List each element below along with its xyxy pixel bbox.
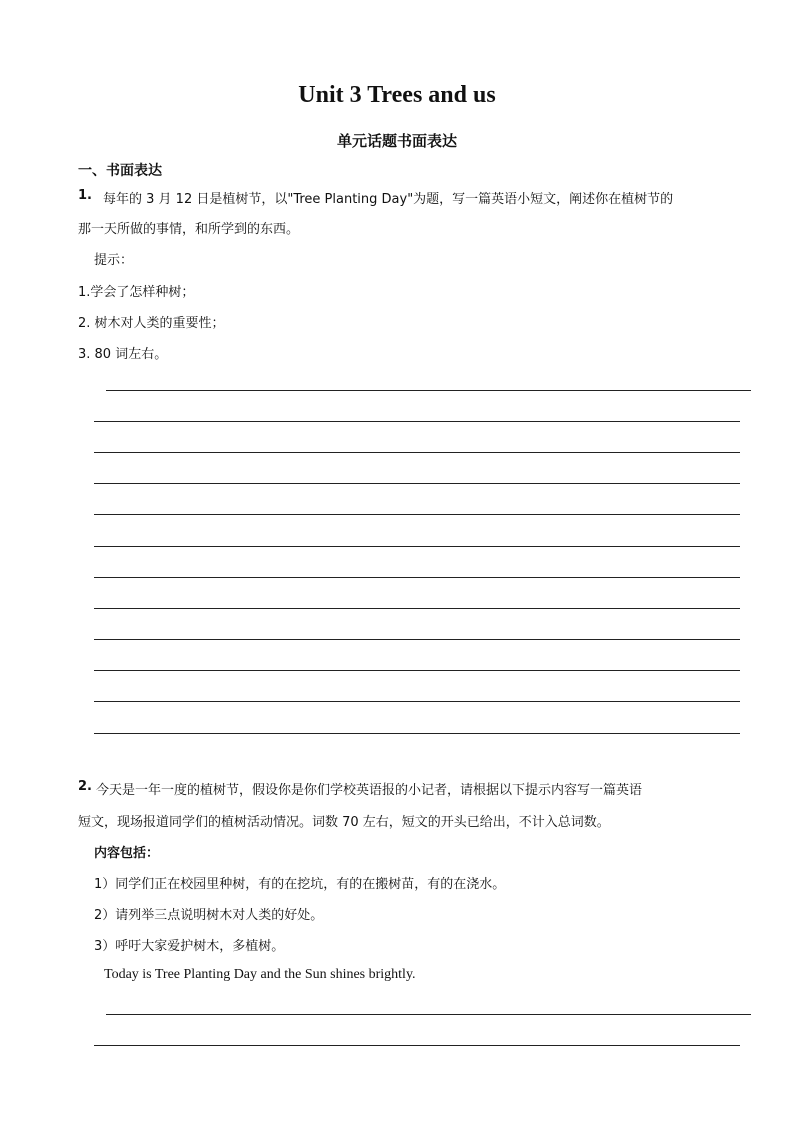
document-title: Unit 3 Trees and us xyxy=(298,82,496,108)
q2-point-3: 3）呼吁大家爱护树木，多植树。 xyxy=(94,939,285,954)
q1-writing-line[interactable] xyxy=(94,546,740,547)
q1-writing-line[interactable] xyxy=(94,421,740,422)
q1-writing-line[interactable] xyxy=(94,733,740,734)
q1-writing-line[interactable] xyxy=(94,452,740,453)
q1-writing-line[interactable] xyxy=(94,608,740,609)
section-heading: 一、书面表达 xyxy=(78,163,162,179)
q1-writing-line[interactable] xyxy=(94,514,740,515)
q2-point-1: 1）同学们正在校园里种树，有的在挖坑，有的在搬树苗，有的在浇水。 xyxy=(94,877,506,892)
q2-point-2: 2）请列举三点说明树木对人类的好处。 xyxy=(94,908,324,923)
q2-writing-line[interactable] xyxy=(94,1045,740,1046)
q1-writing-line[interactable] xyxy=(94,483,740,484)
q1-hint-3: 3. 80 词左右。 xyxy=(78,347,168,362)
q2-prompt-line2: 短文，现场报道同学们的植树活动情况。词数 70 左右，短文的开头已给出，不计入总词数。 xyxy=(78,815,610,830)
q1-writing-line[interactable] xyxy=(94,670,740,671)
q1-hint-1: 1.学会了怎样种树； xyxy=(78,285,195,300)
q2-prompt-line1: 今天是一年一度的植树节，假设你是你们学校英语报的小记者，请根据以下提示内容写一篇英语 xyxy=(96,783,643,798)
q1-hint-2: 2. 树木对人类的重要性； xyxy=(78,316,225,331)
q2-opening-sentence: Today is Tree Planting Day and the Sun shines brightly. xyxy=(104,967,416,982)
q1-writing-line[interactable] xyxy=(106,390,751,391)
q2-content-label: 内容包括： xyxy=(94,846,160,861)
q1-prompt-line1: 每年的 3 月 12 日是植树节，以"Tree Planting Day"为题，写一篇英语小短文，阐述你在植树节的 xyxy=(103,192,674,207)
q1-writing-line[interactable] xyxy=(94,701,740,702)
q1-number: 1. xyxy=(78,188,92,203)
q1-writing-line[interactable] xyxy=(94,639,740,640)
q1-prompt-line2: 那一天所做的事情，和所学到的东西。 xyxy=(78,222,300,237)
q1-hint-label: 提示： xyxy=(94,253,134,268)
q2-number: 2. xyxy=(78,779,92,794)
q2-writing-line[interactable] xyxy=(106,1014,751,1015)
q1-writing-line[interactable] xyxy=(94,577,740,578)
document-subtitle: 单元话题书面表达 xyxy=(336,132,457,150)
